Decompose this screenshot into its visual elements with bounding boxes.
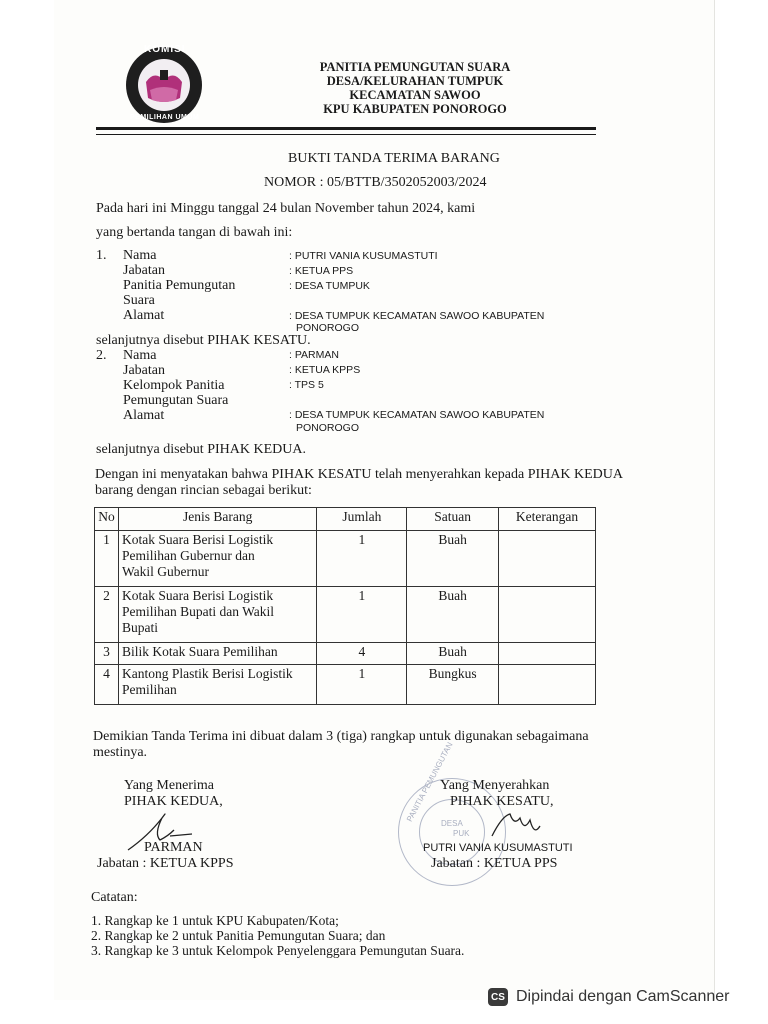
cell-qty: 1: [317, 665, 407, 705]
right-signature-mark: [486, 806, 546, 846]
notes-item-2: 2. Rangkap ke 2 untuk Panitia Pemungutan Suara; dan: [91, 928, 386, 943]
cell-no: 3: [95, 643, 119, 665]
col-header-jenis-barang: Jenis Barang: [118, 508, 316, 531]
logo-bottom-text: PEMILIHAN UMUM: [130, 114, 200, 121]
letterhead: [290, 60, 540, 116]
left-sign-position: Jabatan : KETUA KPPS: [97, 856, 234, 871]
table-row: [95, 587, 596, 643]
right-sign-role-2: PIHAK KESATU,: [450, 794, 554, 809]
header-rule-thin: [96, 134, 596, 135]
cell-item-line: Bupati: [121, 620, 158, 635]
left-sign-role-2: PIHAK KEDUA,: [124, 794, 223, 809]
kpu-logo: [124, 40, 204, 130]
cell-note: [499, 531, 596, 587]
party2-value-nama: : PARMAN: [289, 349, 339, 361]
letterhead-line-4: KPU KABUPATEN PONOROGO: [323, 102, 507, 116]
cell-item-line: Bilik Kotak Suara Pemilihan: [121, 644, 278, 659]
right-sign-role-1: Yang Menyerahkan: [440, 778, 550, 793]
cell-qty: 4: [317, 643, 407, 665]
party1-value-jabatan: : KETUA PPS: [289, 265, 354, 277]
party2-value-jabatan: : KETUA KPPS: [289, 364, 361, 376]
party1-label-alamat: Alamat: [123, 308, 165, 323]
right-sign-position: Jabatan : KETUA PPS: [431, 856, 558, 871]
cell-item-line: Kantong Plastik Berisi Logistik: [121, 666, 293, 681]
cell-qty: 1: [317, 531, 407, 587]
left-sign-role-1: Yang Menerima: [124, 778, 214, 793]
items-table: [94, 507, 596, 705]
cell-no: 2: [95, 587, 119, 643]
cell-item-line: Pemilihan Bupati dan Wakil: [121, 604, 275, 619]
cell-item-line: Wakil Gubernur: [121, 564, 209, 579]
party1-value-alamat-1: : DESA TUMPUK KECAMATAN SAWOO KABUPATEN: [289, 310, 545, 322]
document-title: BUKTI TANDA TERIMA BARANG: [288, 151, 500, 166]
party2-label-jabatan: Jabatan: [123, 363, 165, 378]
cell-unit: Buah: [407, 531, 499, 587]
statement-line-2: barang dengan rincian sebagai berikut:: [95, 483, 312, 498]
table-row: [95, 643, 596, 665]
cell-no: 4: [95, 665, 119, 705]
cell-no: 1: [95, 531, 119, 587]
cell-note: [499, 665, 596, 705]
cell-item: [118, 587, 316, 643]
party1-label-panitia-1: Panitia Pemungutan: [123, 278, 236, 293]
letterhead-line-1: PANITIA PEMUNGUTAN SUARA: [319, 60, 511, 74]
intro-line-1: Pada hari ini Minggu tanggal 24 bulan November tahun 2024, kami: [96, 201, 476, 216]
party2-number: 2.: [96, 348, 107, 363]
cell-item: [118, 665, 316, 705]
letterhead-line-2: DESA/KELURAHAN TUMPUK: [326, 74, 504, 88]
party2-value-kelompok: : TPS 5: [289, 379, 324, 391]
table-header-row: [95, 508, 596, 531]
party2-value-alamat-2: PONOROGO: [296, 422, 360, 434]
letterhead-line-3: KECAMATAN SAWOO: [349, 88, 481, 102]
cell-unit: Bungkus: [407, 665, 499, 705]
col-header-jumlah: Jumlah: [317, 508, 407, 531]
party2-value-alamat-1: : DESA TUMPUK KECAMATAN SAWOO KABUPATEN: [289, 409, 545, 421]
header-rule-thick: [96, 127, 596, 130]
notes-heading: Catatan:: [91, 890, 138, 905]
cell-unit: Buah: [407, 587, 499, 643]
col-header-no: No: [95, 508, 119, 531]
party2-label-alamat: Alamat: [123, 408, 165, 423]
col-header-keterangan: Keterangan: [499, 508, 596, 531]
stamp-center-2: PUK: [453, 829, 470, 838]
party1-value-nama: : PUTRI VANIA KUSUMASTUTI: [289, 250, 438, 262]
cell-qty: 1: [317, 587, 407, 643]
cell-item-line: Pemilihan: [121, 682, 177, 697]
stamp-center-1: DESA: [441, 819, 463, 828]
party1-label-jabatan: Jabatan: [123, 263, 165, 278]
party1-number: 1.: [96, 248, 107, 263]
party2-closing: selanjutnya disebut PIHAK KEDUA.: [96, 442, 306, 457]
camscanner-footer: [474, 982, 768, 1012]
table-row: [95, 665, 596, 705]
notes-item-3: 3. Rangkap ke 3 untuk Kelompok Penyelenggara Pemungutan Suara.: [91, 943, 465, 958]
party1-value-panitia: : DESA TUMPUK: [289, 280, 370, 292]
camscanner-logo-icon: CS: [488, 988, 508, 1006]
left-sign-name: PARMAN: [144, 840, 203, 855]
col-header-satuan: Satuan: [407, 508, 499, 531]
cell-unit: Buah: [407, 643, 499, 665]
cell-item-line: Kotak Suara Berisi Logistik: [121, 588, 274, 603]
cell-item: [118, 643, 316, 665]
cell-item-line: Kotak Suara Berisi Logistik: [121, 532, 274, 547]
intro-line-2: yang bertanda tangan di bawah ini:: [96, 225, 293, 240]
cell-note: [499, 643, 596, 665]
document-number: NOMOR : 05/BTTB/3502052003/2024: [264, 175, 487, 190]
party2-label-kelompok-2: Pemungutan Suara: [123, 393, 229, 408]
party1-closing: selanjutnya disebut PIHAK KESATU.: [96, 333, 311, 348]
table-row: [95, 531, 596, 587]
party1-label-panitia-2: Suara: [123, 293, 155, 308]
cell-note: [499, 587, 596, 643]
party2-label-nama: Nama: [123, 348, 157, 363]
statement-line-1: Dengan ini menyatakan bahwa PIHAK KESATU telah menyerahkan kepada PIHAK KEDUA: [95, 467, 623, 482]
closing-line-1: Demikian Tanda Terima ini dibuat dalam 3 (tiga) rangkap untuk digunakan sebagaimana: [93, 729, 589, 744]
party1-label-nama: Nama: [123, 248, 157, 263]
camscanner-text: Dipindai dengan CamScanner: [516, 988, 730, 1005]
notes-item-1: 1. Rangkap ke 1 untuk KPU Kabupaten/Kota;: [91, 913, 339, 928]
stamp-ring-text: PANITIA PEMUNGUTAN: [405, 740, 455, 824]
party1-value-alamat-2: PONOROGO: [296, 322, 360, 334]
closing-line-2: mestinya.: [93, 745, 148, 760]
logo-top-text: KOMISI: [144, 44, 186, 55]
cell-item: [118, 531, 316, 587]
right-sign-name: PUTRI VANIA KUSUMASTUTI: [423, 842, 573, 854]
party2-label-kelompok-1: Kelompok Panitia: [123, 378, 225, 393]
cell-item-line: Pemilihan Gubernur dan: [121, 548, 255, 563]
